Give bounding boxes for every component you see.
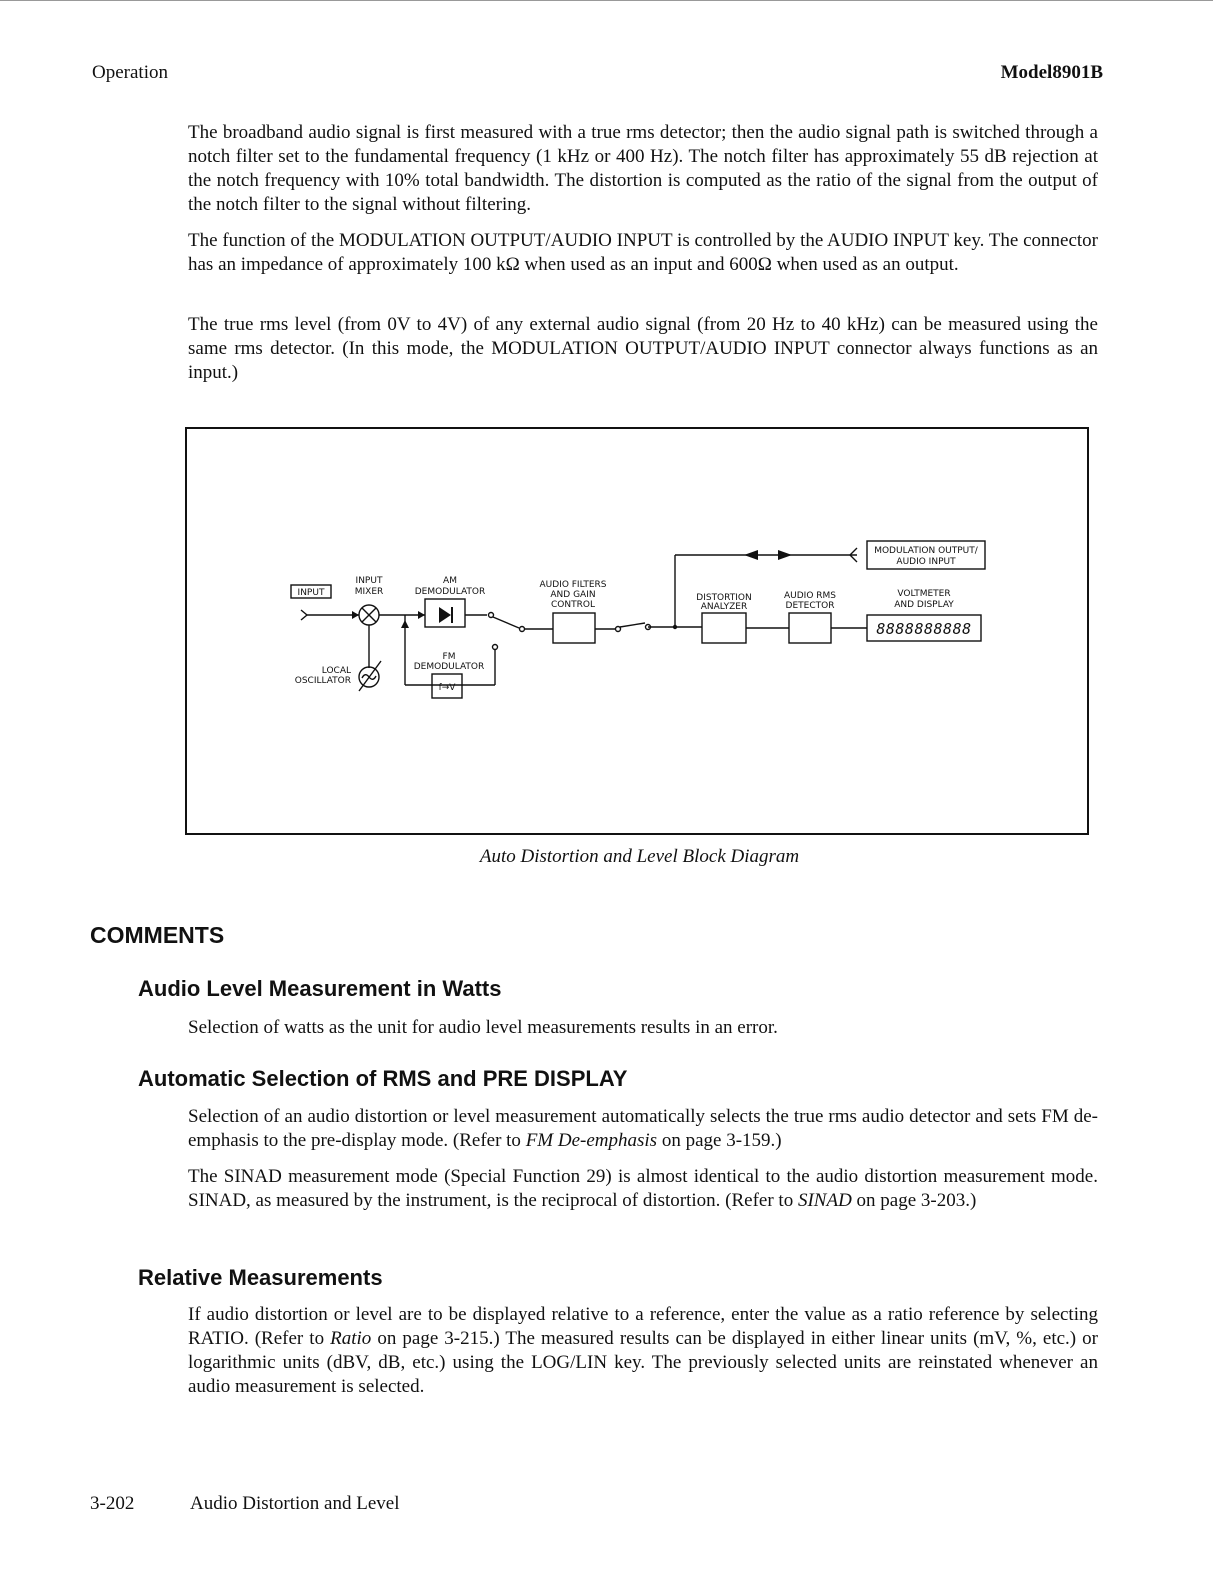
footer-page-number: 3-202: [90, 1493, 135, 1514]
label-filters-1: AUDIO FILTERS: [539, 580, 607, 590]
figure-caption: Auto Distortion and Level Block Diagram: [479, 846, 800, 867]
diode-icon: [439, 607, 451, 623]
label-filters-3: CONTROL: [551, 600, 595, 610]
fm-arrow-icon: [401, 620, 409, 628]
label-lo-1: LOCAL: [321, 666, 351, 676]
section-rms-paragraph-2: [188, 1165, 1098, 1213]
distortion-analyzer-box: [702, 613, 746, 643]
header-model: Model8901B: [1000, 62, 1103, 83]
intro-paragraph-1: The broadband audio signal is first measured with a true rms detector; then the audio signal path is switched through a notch filter set to the fundamental frequency (1 kHz or 400 Hz). The notch filter has approximately 55 dB rejection at the notch frequency with 10% total bandwidth. The distortion is computed as the ratio of the signal from the output of the notch filter to the signal without filtering.: [188, 122, 1098, 215]
label-fv: f→V: [438, 683, 456, 693]
rms-detector-box: [789, 613, 831, 643]
left-arrow-icon: [744, 550, 758, 560]
rms-p2-text-b: on page 3-203.): [851, 1190, 977, 1211]
rms-p1-text-b: on page 3-159.): [657, 1130, 782, 1151]
relative-text-a: If audio distortion or level are to be displayed relative to a reference, enter the value as a ratio reference by selecting RATIO. (Refer to: [188, 1304, 1098, 1349]
intro-paragraph-2: The function of the MODULATION OUTPUT/AUDIO INPUT is controlled by the AUDIO INPUT key. The connector has an impedance of approximately 100 kΩ when used as an input and 600Ω when used as an output.: [188, 230, 1098, 275]
rms-p1-text-a: Selection of an audio distortion or level measurement automatically selects the true rms audio detector and sets FM de-emphasis to the pre-display mode. (Refer to: [188, 1106, 1098, 1151]
relative-text-b: on page 3-215.) The measured results can be displayed in either linear units (mV, %, etc.) or logarithmic units (dBV, dB, etc.) using the LOG/LIN key. The previously selected units are reinstated whenever an audio measurement is selected.: [188, 1328, 1098, 1397]
section-title-relative: Relative Measurements: [138, 1265, 383, 1290]
header-section: Operation: [92, 62, 168, 83]
label-input-mixer-2: MIXER: [354, 587, 384, 597]
section-relative-paragraph: [188, 1303, 1098, 1399]
intro-paragraph-3: The true rms level (from 0V to 4V) of any external audio signal (from 20 Hz to 40 kHz) can be measured using the same rms detector. (In this mode, the MODULATION OUTPUT/AUDIO INPUT connector always functions as an input.): [188, 314, 1098, 383]
label-distortion-1: DISTORTION: [696, 593, 752, 603]
right-arrow-icon: [778, 550, 792, 560]
label-modout-2: AUDIO INPUT: [896, 557, 956, 567]
label-voltmeter-2: AND DISPLAY: [894, 600, 954, 610]
comments-heading: COMMENTS: [90, 922, 225, 948]
label-distortion-2: ANALYZER: [700, 602, 748, 612]
label-input-mixer-1: INPUT: [355, 576, 383, 586]
label-am-2: DEMODULATOR: [414, 587, 486, 597]
label-lo-2: OSCILLATOR: [294, 676, 351, 686]
footer-chapter-title: Audio Distortion and Level: [190, 1493, 400, 1514]
display-digits: 8888888888: [876, 620, 972, 638]
label-voltmeter-1: VOLTMETER: [897, 589, 951, 599]
label-modout-1: MODULATION OUTPUT/: [874, 546, 978, 556]
section-title-rms-pre-display: Automatic Selection of RMS and PRE DISPLAY: [138, 1066, 628, 1091]
block-diagram: [187, 429, 1091, 837]
audio-filters-box: [553, 613, 595, 643]
section-watts-paragraph: Selection of watts as the unit for audio level measurements results in an error.: [188, 1017, 778, 1038]
label-fm-1: FM: [442, 652, 456, 662]
label-filters-2: AND GAIN: [550, 590, 596, 600]
top-rule: [0, 0, 1213, 1]
sinad-reference: SINAD: [797, 1190, 852, 1211]
section-title-watts: Audio Level Measurement in Watts: [138, 976, 502, 1001]
block-diagram-figure: [185, 427, 1089, 835]
fm-deemphasis-reference: FM De-emphasis: [525, 1130, 658, 1151]
label-rms-1: AUDIO RMS: [783, 591, 837, 601]
section-rms-paragraph-1: [188, 1105, 1098, 1153]
am-arrow-icon: [418, 611, 425, 619]
label-fm-2: DEMODULATOR: [413, 662, 485, 672]
label-rms-2: DETECTOR: [785, 601, 835, 611]
rms-p2-text-a: The SINAD measurement mode (Special Function 29) is almost identical to the audio distortion measurement mode. SINAD, as measured by the instrument, is the reciprocal of distortion. (Refer to: [188, 1166, 1098, 1211]
ratio-reference: Ratio: [330, 1328, 372, 1349]
label-am-1: AM: [443, 576, 457, 586]
input-chevron: [301, 610, 307, 620]
label-input: INPUT: [297, 588, 325, 598]
